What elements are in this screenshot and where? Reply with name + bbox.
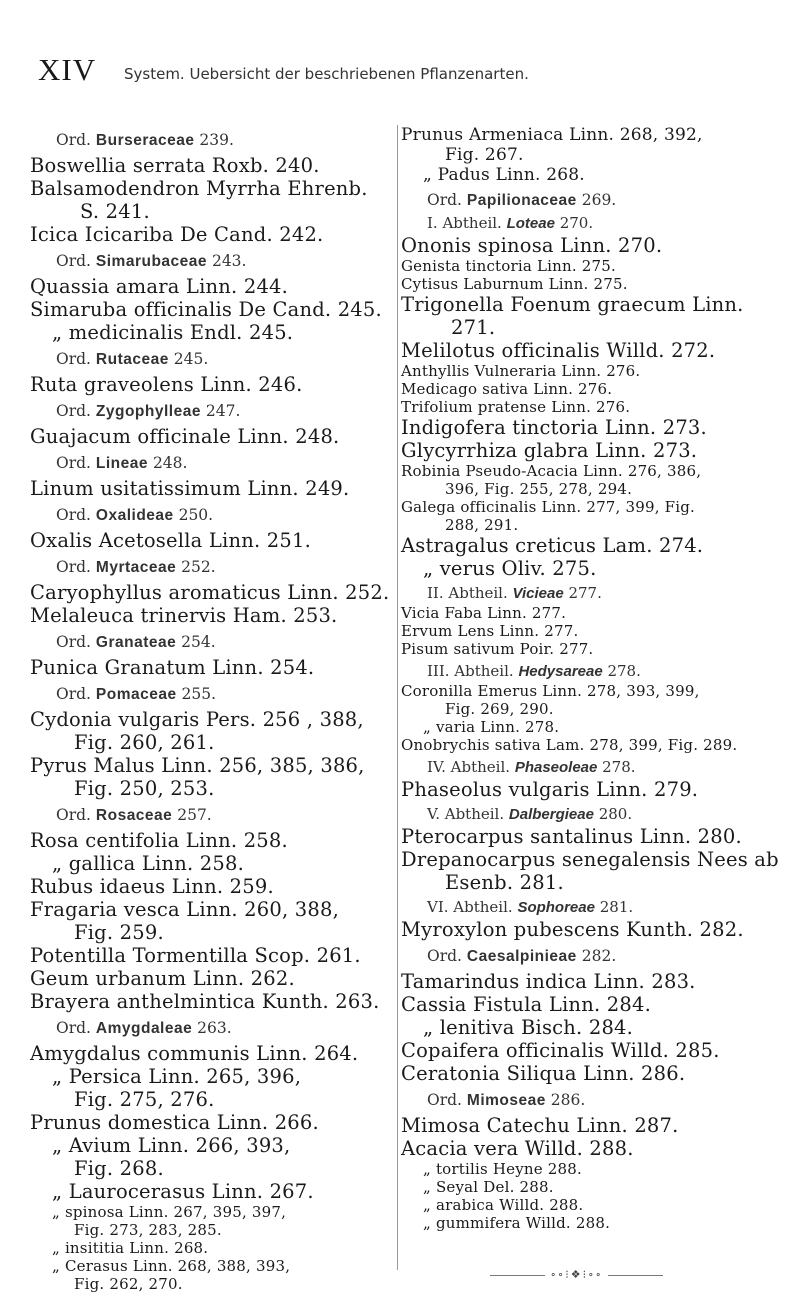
order-heading: [30, 252, 385, 271]
species-entry: „ Seyal Del. 288.: [423, 1178, 554, 1196]
family-name: Phaseoleae: [514, 759, 598, 776]
family-name: Caesalpinieae: [466, 948, 577, 965]
page-number: XIV: [38, 52, 97, 87]
species-entry: Esenb. 281.: [445, 871, 564, 894]
family-name: Burseraceae: [95, 132, 195, 149]
species-entry: „ verus Oliv. 275.: [423, 557, 597, 580]
species-entry: Phaseolus vulgaris Linn. 279.: [401, 778, 699, 801]
species-entry: Glycyrrhiza glabra Linn. 273.: [401, 439, 698, 462]
family-name: Myrtaceae: [95, 559, 177, 576]
order-heading: [30, 685, 385, 704]
species-entry: Trifolium pratense Linn. 276.: [401, 398, 631, 416]
species-entry: Guajacum officinale Linn. 248.: [30, 425, 340, 448]
order-heading: [30, 633, 385, 652]
page-ref: 286.: [545, 1091, 586, 1109]
subdivision-heading: [401, 584, 776, 602]
species-entry: „ tortilis Heyne 288.: [423, 1160, 582, 1178]
order-heading: [30, 454, 385, 473]
species-entry: Balsamodendron Myrrha Ehrenb.: [30, 177, 368, 200]
page-ref: 257.: [172, 806, 212, 824]
species-entry: Potentilla Tormentilla Scop. 261.: [30, 944, 361, 967]
species-entry: „ gallica Linn. 258.: [52, 852, 244, 875]
family-name: Lineae: [95, 455, 149, 472]
page-ref: 254.: [176, 633, 216, 651]
species-entry: „ spinosa Linn. 267, 395, 397,: [52, 1203, 287, 1221]
family-name: Loteae: [506, 215, 555, 232]
heading-prefix: Ord.: [427, 1091, 467, 1109]
species-entry: 288, 291.: [445, 516, 519, 534]
species-entry: Medicago sativa Linn. 276.: [401, 380, 613, 398]
species-entry: Caryophyllus aromaticus Linn. 252.: [30, 581, 390, 604]
page-ref: 278.: [602, 662, 641, 680]
heading-prefix: Ord.: [56, 506, 96, 524]
family-name: Papilionaceae: [466, 192, 577, 209]
page-ref: 263.: [192, 1019, 232, 1037]
species-entry: Ervum Lens Linn. 277.: [401, 622, 579, 640]
heading-prefix: Ord.: [56, 558, 96, 576]
species-entry: „ Laurocerasus Linn. 267.: [52, 1180, 314, 1203]
species-entry: Astragalus creticus Lam. 274.: [401, 534, 704, 557]
species-entry: Fragaria vesca Linn. 260, 388,: [30, 898, 340, 921]
species-entry: Oxalis Acetosella Linn. 251.: [30, 529, 311, 552]
species-entry: Prunus Armeniaca Linn. 268, 392,: [401, 125, 703, 145]
species-entry: Linum usitatissimum Linn. 249.: [30, 477, 350, 500]
order-heading: [30, 350, 385, 369]
page-ref: 255.: [176, 685, 217, 703]
heading-prefix: Ord.: [56, 131, 96, 149]
species-entry: Ceratonia Siliqua Linn. 286.: [401, 1062, 686, 1085]
species-entry: Pyrus Malus Linn. 256, 385, 386,: [30, 754, 365, 777]
right-column: [397, 125, 779, 1270]
species-entry: Cytisus Laburnum Linn. 275.: [401, 275, 628, 293]
page-ref: 247.: [200, 402, 241, 420]
species-entry: Robinia Pseudo-Acacia Linn. 276, 386,: [401, 462, 702, 480]
species-entry: Genista tinctoria Linn. 275.: [401, 257, 616, 275]
species-entry: Melilotus officinalis Willd. 272.: [401, 339, 716, 362]
order-heading: [401, 947, 776, 966]
subdivision-heading: [401, 805, 776, 823]
species-entry: Geum urbanum Linn. 262.: [30, 967, 295, 990]
page-ref: 281.: [594, 898, 634, 916]
species-entry: „ gummifera Willd. 288.: [423, 1214, 611, 1232]
page-ref: 239.: [194, 131, 234, 149]
species-entry: Acacia vera Willd. 288.: [401, 1137, 634, 1160]
species-entry: Quassia amara Linn. 244.: [30, 275, 289, 298]
family-name: Hedysareae: [518, 663, 603, 680]
heading-prefix: Ord.: [56, 350, 96, 368]
species-entry: Galega officinalis Linn. 277, 399, Fig.: [401, 498, 696, 516]
family-name: Simarubaceae: [95, 253, 208, 270]
heading-prefix: Ord.: [56, 1019, 96, 1037]
heading-prefix: Ord.: [56, 402, 96, 420]
order-heading: [30, 402, 385, 421]
heading-prefix: I. Abtheil.: [427, 214, 507, 232]
page-ref: 243.: [207, 252, 247, 270]
subdivision-heading: [401, 898, 776, 916]
species-entry: Icica Icicariba De Cand. 242.: [30, 223, 324, 246]
family-name: Rutaceae: [95, 351, 169, 368]
species-entry: „ Avium Linn. 266, 393,: [52, 1134, 291, 1157]
heading-prefix: Ord.: [56, 454, 96, 472]
species-entry: Boswellia serrata Roxb. 240.: [30, 154, 320, 177]
species-entry: Pisum sativum Poir. 277.: [401, 640, 594, 658]
species-entry: Mimosa Catechu Linn. 287.: [401, 1114, 679, 1137]
order-heading: [30, 558, 385, 577]
subdivision-heading: [401, 214, 776, 232]
species-entry: Cydonia vulgaris Pers. 256 , 388,: [30, 708, 364, 731]
order-heading: [30, 506, 385, 525]
species-entry: Fig. 273, 283, 285.: [74, 1221, 222, 1239]
species-entry: „ insititia Linn. 268.: [52, 1239, 209, 1257]
species-entry: „ varia Linn. 278.: [423, 718, 560, 736]
species-entry: Indigofera tinctoria Linn. 273.: [401, 416, 707, 439]
species-entry: Rubus idaeus Linn. 259.: [30, 875, 274, 898]
species-entry: Fig. 267.: [445, 145, 524, 165]
species-entry: S. 241.: [80, 200, 150, 223]
species-entry: Brayera anthelmintica Kunth. 263.: [30, 990, 380, 1013]
order-heading: [30, 1019, 385, 1038]
species-entry: Coronilla Emerus Linn. 278, 393, 399,: [401, 682, 700, 700]
family-name: Vicieae: [512, 585, 564, 602]
species-entry: Melaleuca trinervis Ham. 253.: [30, 604, 338, 627]
order-heading: [401, 191, 776, 210]
species-entry: Fig. 250, 253.: [74, 777, 215, 800]
species-entry: „ medicinalis Endl. 245.: [52, 321, 294, 344]
species-entry: Drepanocarpus senegalensis Nees ab: [401, 848, 779, 871]
order-heading: [401, 1091, 776, 1110]
heading-prefix: VI. Abtheil.: [427, 898, 518, 916]
subdivision-heading: [401, 758, 776, 776]
heading-prefix: III. Abtheil.: [427, 662, 519, 680]
heading-prefix: Ord.: [56, 252, 96, 270]
order-heading: [30, 806, 385, 825]
species-entry: „ lenitiva Bisch. 284.: [423, 1016, 634, 1039]
species-entry: Punica Granatum Linn. 254.: [30, 656, 315, 679]
species-entry: Fig. 262, 270.: [74, 1275, 183, 1293]
species-entry: Ruta graveolens Linn. 246.: [30, 373, 303, 396]
species-entry: Fig. 259.: [74, 921, 164, 944]
heading-prefix: Ord.: [427, 191, 467, 209]
family-name: Dalbergieae: [508, 806, 594, 823]
running-head: System. Uebersicht der beschriebenen Pflanzenarten.: [124, 65, 529, 83]
species-entry: Vicia Faba Linn. 277.: [401, 604, 567, 622]
species-entry: „ Persica Linn. 265, 396,: [52, 1065, 302, 1088]
species-entry: Anthyllis Vulneraria Linn. 276.: [401, 362, 641, 380]
page-ref: 280.: [593, 805, 633, 823]
page-ref: 270.: [554, 214, 594, 232]
page-ref: 278.: [597, 758, 636, 776]
heading-prefix: Ord.: [56, 685, 96, 703]
heading-prefix: IV. Abtheil.: [427, 758, 515, 776]
species-entry: Pterocarpus santalinus Linn. 280.: [401, 825, 742, 848]
species-entry: Amygdalus communis Linn. 264.: [30, 1042, 359, 1065]
left-column: [30, 125, 390, 1293]
page-ref: 245.: [168, 350, 209, 368]
species-entry: Cassia Fistula Linn. 284.: [401, 993, 651, 1016]
heading-prefix: Ord.: [56, 806, 96, 824]
page-ref: 252.: [176, 558, 216, 576]
species-entry: „ arabica Willd. 288.: [423, 1196, 584, 1214]
family-name: Rosaceae: [95, 807, 173, 824]
heading-prefix: II. Abtheil.: [427, 584, 513, 602]
family-name: Amygdaleae: [95, 1020, 193, 1037]
end-ornament: ∘∘⁝❖⁝∘∘: [490, 1268, 663, 1281]
family-name: Granateae: [95, 634, 177, 651]
page-ref: 250.: [173, 506, 214, 524]
species-entry: Rosa centifolia Linn. 258.: [30, 829, 288, 852]
family-name: Sophoreae: [517, 899, 595, 916]
species-entry: Prunus domestica Linn. 266.: [30, 1111, 319, 1134]
species-entry: 396, Fig. 255, 278, 294.: [445, 480, 633, 498]
heading-prefix: Ord.: [56, 633, 96, 651]
species-entry: Fig. 268.: [74, 1157, 164, 1180]
order-heading: [30, 131, 385, 150]
family-name: Oxalideae: [95, 507, 174, 524]
species-entry: Copaifera officinalis Willd. 285.: [401, 1039, 720, 1062]
species-entry: Tamarindus indica Linn. 283.: [401, 970, 696, 993]
species-entry: Fig. 260, 261.: [74, 731, 215, 754]
family-name: Pomaceae: [95, 686, 177, 703]
species-entry: Myroxylon pubescens Kunth. 282.: [401, 918, 744, 941]
heading-prefix: Ord.: [427, 947, 467, 965]
species-entry: Fig. 269, 290.: [445, 700, 554, 718]
family-name: Zygophylleae: [95, 403, 201, 420]
species-entry: Ononis spinosa Linn. 270.: [401, 234, 663, 257]
species-entry: Onobrychis sativa Lam. 278, 399, Fig. 289.: [401, 736, 738, 754]
page-header: [38, 52, 768, 92]
heading-prefix: V. Abtheil.: [427, 805, 509, 823]
species-entry: Simaruba officinalis De Cand. 245.: [30, 298, 382, 321]
species-entry: Fig. 275, 276.: [74, 1088, 215, 1111]
subdivision-heading: [401, 662, 776, 680]
species-entry: „ Cerasus Linn. 268, 388, 393,: [52, 1257, 291, 1275]
family-name: Mimoseae: [466, 1092, 546, 1109]
page-ref: 248.: [148, 454, 188, 472]
species-entry: Trigonella Foenum graecum Linn.: [401, 293, 744, 316]
species-entry: 271.: [451, 316, 496, 339]
page-ref: 269.: [576, 191, 617, 209]
species-entry: „ Padus Linn. 268.: [423, 165, 585, 185]
page-ref: 282.: [576, 947, 617, 965]
page-ref: 277.: [563, 584, 602, 602]
